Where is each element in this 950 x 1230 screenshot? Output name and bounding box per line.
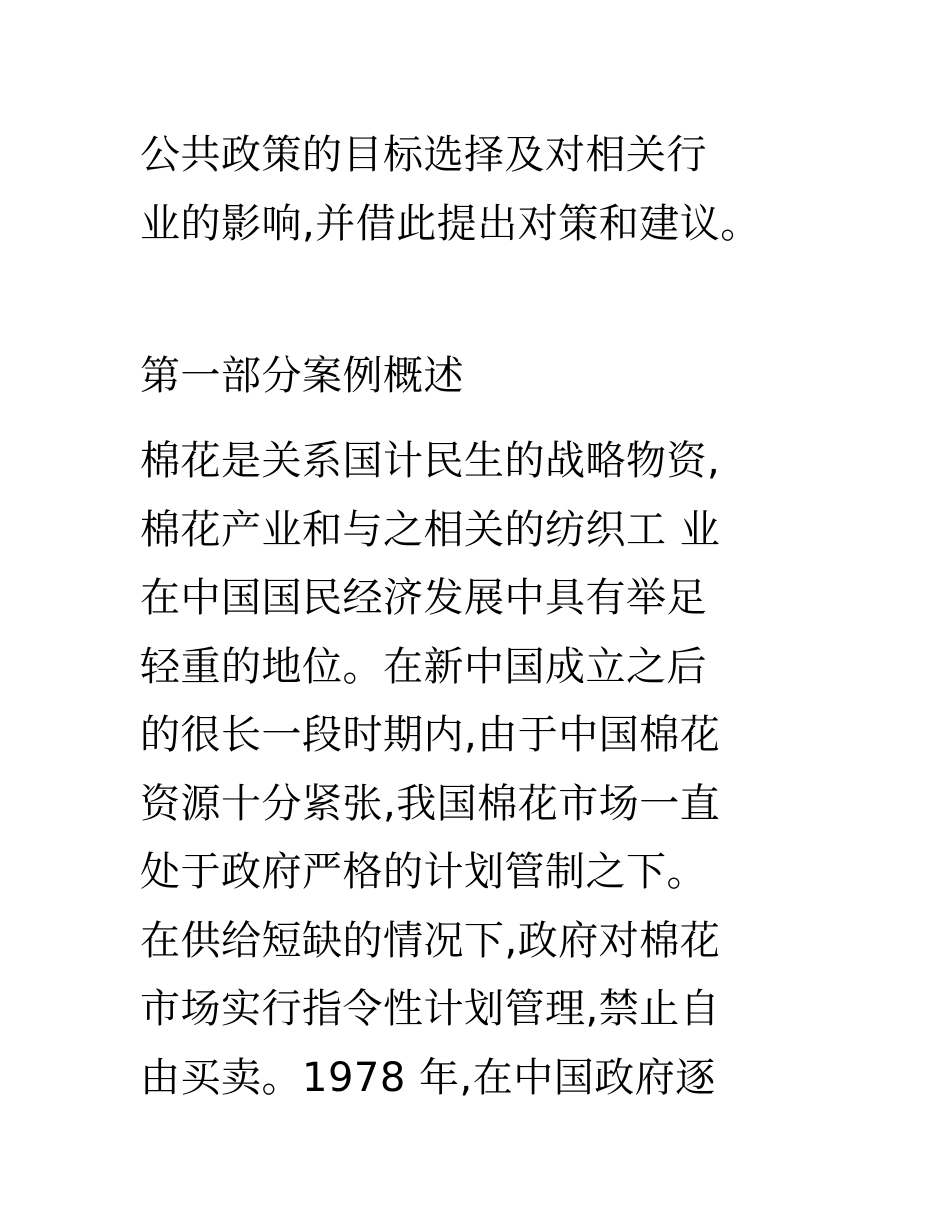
paragraph-line: 在供给短缺的情况下,政府对棉花 xyxy=(140,918,721,964)
intro-line: 业的影响,并借此提出对策和建议。 xyxy=(140,201,761,247)
section-heading: 第一部分案例概述 xyxy=(140,353,464,399)
paragraph-line: 市场实行指令性计划管理,禁止自 xyxy=(140,986,721,1032)
paragraph-line: 棉花产业和与之相关的纺织工 业 xyxy=(140,507,721,553)
paragraph-line: 处于政府严格的计划管制之下。 xyxy=(140,849,707,895)
paragraph-line: 在中国国民经济发展中具有举足 xyxy=(140,575,707,621)
paragraph-line: 棉花是关系国计民生的战略物资, xyxy=(140,438,721,484)
paragraph-line: 的很长一段时期内,由于中国棉花 xyxy=(140,712,721,758)
paragraph-line: 由买卖。1978 年,在中国政府逐 xyxy=(140,1055,716,1101)
paragraph-line: 资源十分紧张,我国棉花市场一直 xyxy=(140,781,721,827)
intro-line: 公共政策的目标选择及对相关行 xyxy=(140,132,707,178)
paragraph-line: 轻重的地位。在新中国成立之后 xyxy=(140,644,707,690)
